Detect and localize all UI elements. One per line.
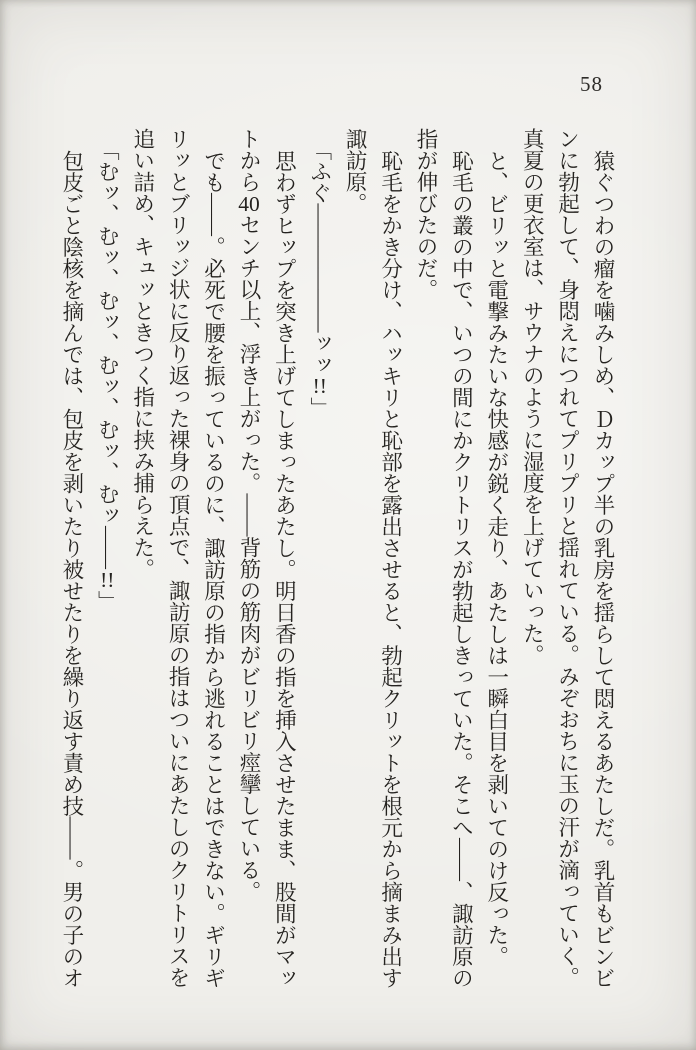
paragraph <box>124 128 230 994</box>
text-run: 猿ぐつわの瘤を噛みしめ、Ｄカップ半の乳房を揺らして悶えるあたしだ。乳首もビンビンに勃起して、身悶えにつれてプリプリと揺れている。みぞおちに玉の汗が滴っていく。真夏の更衣室は、サウナのように湿度を上げていった。 <box>520 128 615 988</box>
text-run: 恥毛の叢の中で、いつの間にかクリトリスが勃起しきっていた。そこへ――、諏訪原の指が伸びたのだ。 <box>413 128 474 988</box>
tatechuyoko-run: 40 <box>238 192 260 214</box>
tatechuyoko-run: !! <box>100 568 115 591</box>
paragraph <box>478 128 513 994</box>
tatechuyoko-run: !! <box>312 375 327 397</box>
paragraph <box>514 128 620 994</box>
dialogue-paragraph <box>89 128 124 994</box>
text-run: 包皮ごと陰核を摘んでは、包皮を剥いたり被せたりを繰り返す責め技――。男の子のオ <box>59 149 84 988</box>
paragraph <box>54 128 89 994</box>
text-run: 「ふぐ――――――ッッ <box>307 138 332 376</box>
text-run: 思わずヒップを突き上げてしまったあたし。明日香の指を挿入させたまま、股間がマットから <box>236 128 297 988</box>
dialogue-paragraph <box>301 128 336 994</box>
paragraph <box>408 128 479 994</box>
text-run: 「むッ、むッ、むッ、むッ、むッ、むッ―― <box>95 138 120 569</box>
paragraph <box>231 128 302 994</box>
text-run: 」 <box>307 396 332 419</box>
text-run: と、ビリッと電撃みたいな快感が鋭く走り、あたしは一瞬白目を剥いてのけ反った。 <box>484 149 509 967</box>
text-run: 恥毛をかき分け、ハッキリと恥部を露出させると、勃起クリットを根元から摘まみ出す諏訪原。 <box>343 128 403 988</box>
paragraph <box>337 128 408 994</box>
text-run: 」 <box>95 590 120 612</box>
text-block <box>54 128 621 994</box>
text-run: でも――。必死で腰を振っているのに、諏訪原の指から逃れることはできない。ギリギリッとブリッジ状に反り返った裸身の頂点で、諏訪原の指はついにあたしのクリトリスを追い詰め、キュッときつく指に挟み捕らえた。 <box>130 128 226 988</box>
page-number: 58 <box>580 72 603 96</box>
text-run: センチ以上、浮き上がった。――背筋の筋肉がビリビリ痙攣している。 <box>236 214 261 902</box>
